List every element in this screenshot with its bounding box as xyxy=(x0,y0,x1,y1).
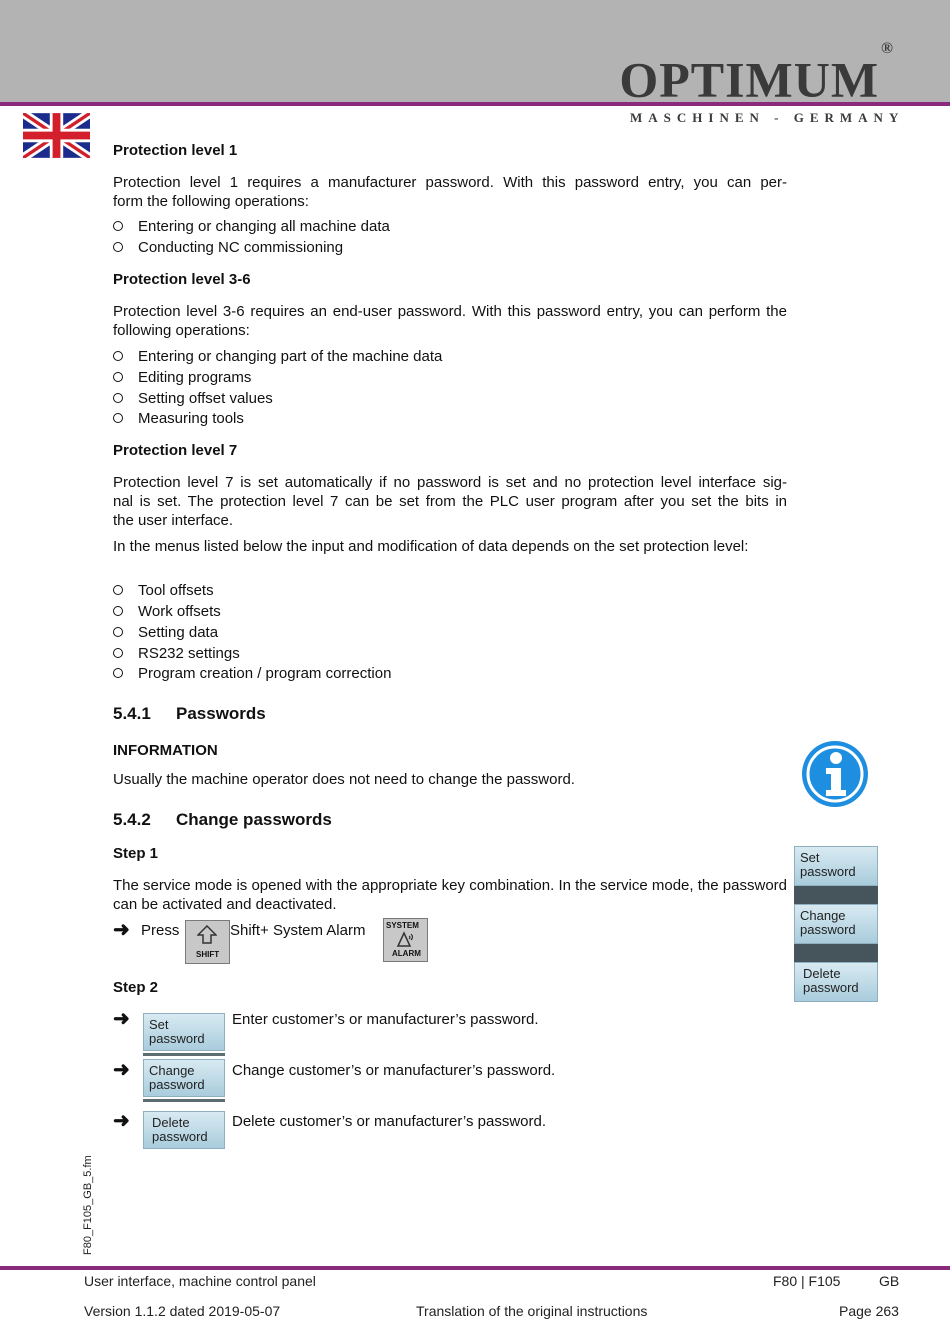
softkey-label: Set xyxy=(800,850,820,865)
set-password-text: Enter customer’s or manufacturer’s password. xyxy=(232,1011,539,1028)
level1-text-line2: form the following operations: xyxy=(113,193,309,210)
sidebar-delete-password-softkey[interactable] xyxy=(794,962,878,1002)
change-password-softkey[interactable] xyxy=(143,1059,225,1097)
level7-text-line2: nal is set. The protection level 7 can be set from the PLC user program after you set the bits in xyxy=(113,493,787,510)
heading-level7: Protection level 7 xyxy=(113,442,238,459)
shift-key-label: SHIFT xyxy=(196,950,220,959)
footer-page: Page 263 xyxy=(839,1303,899,1319)
delete-password-softkey[interactable] xyxy=(143,1111,225,1149)
delete-password-text: Delete customer’s or manufacturer’s password. xyxy=(232,1113,547,1130)
level36-text: Protection level 3-6 requires an end-user password. With this password entry, you can perform the following operations: xyxy=(113,303,787,339)
list-item: Entering or changing part of the machine data xyxy=(113,347,442,366)
arrow-right-icon: ➜ xyxy=(113,919,130,941)
section-542-number: 5.4.2 xyxy=(113,810,151,829)
footer-model: F80 | F105 xyxy=(773,1273,841,1289)
level7-text-line1: Protection level 7 is set automatically if no password is set and no protection level interface sig- xyxy=(113,474,787,491)
uk-flag-icon xyxy=(23,113,90,158)
footer-chapter: User interface, machine control panel xyxy=(84,1273,316,1289)
list-item: Setting offset values xyxy=(113,389,273,408)
shift-key-button[interactable] xyxy=(185,920,230,964)
footer-translation: Translation of the original instructions xyxy=(416,1303,648,1319)
shift-arrow-icon xyxy=(197,925,217,945)
softkey-label: password xyxy=(149,1031,205,1046)
set-password-softkey[interactable] xyxy=(143,1013,225,1051)
information-icon xyxy=(801,740,869,808)
softkey-label: password xyxy=(149,1077,205,1092)
file-name: F80_F105_GB_5.fm xyxy=(82,1155,94,1255)
softkey-label: password xyxy=(152,1129,208,1144)
softkey-label: password xyxy=(803,980,859,995)
footer-lang: GB xyxy=(879,1273,900,1289)
info-label: INFORMATION xyxy=(113,742,218,759)
softkey-label: password xyxy=(800,922,856,937)
heading-level1: Protection level 1 xyxy=(113,142,238,159)
brand-logo: OPTIMUM® xyxy=(619,40,894,108)
brand-subtitle: MASCHINEN - GERMANY xyxy=(630,110,905,125)
sidebar-set-password-softkey[interactable] xyxy=(794,846,878,886)
softkey-divider xyxy=(143,1099,225,1102)
alarm-key-label: ALARM xyxy=(392,949,421,958)
list-item: Setting data xyxy=(113,623,218,642)
level7-text2: In the menus listed below the input and modification of data depends on the set protection level: xyxy=(113,538,749,555)
heading-level36: Protection level 3-6 xyxy=(113,271,251,288)
arrow-right-icon: ➜ xyxy=(113,1008,130,1030)
sidebar-change-password-softkey[interactable] xyxy=(794,904,878,944)
softkey-label: Delete xyxy=(152,1115,190,1130)
list-item: Tool offsets xyxy=(113,581,214,600)
shift-system-text: Shift+ System Alarm xyxy=(230,922,366,939)
list-item: RS232 settings xyxy=(113,644,240,663)
softkey-label: Change xyxy=(149,1063,195,1078)
softkey-label: Delete xyxy=(803,966,841,981)
level7-text-line3: the user interface. xyxy=(113,512,234,529)
level1-text-line1: Protection level 1 requires a manufacturer password. With this password entry, you can per- xyxy=(113,174,787,191)
list-item: Entering or changing all machine data xyxy=(113,217,390,236)
list-item: Program creation / program correction xyxy=(113,664,391,683)
arrow-right-icon: ➜ xyxy=(113,1110,130,1132)
list-item: Work offsets xyxy=(113,602,221,621)
press-label: Press xyxy=(141,922,180,939)
change-password-text: Change customer’s or manufacturer’s password. xyxy=(232,1062,556,1079)
step1-label: Step 1 xyxy=(113,845,159,862)
softkey-label: Change xyxy=(800,908,846,923)
softkey-divider xyxy=(143,1053,225,1056)
arrow-right-icon: ➜ xyxy=(113,1059,130,1081)
system-alarm-key-button[interactable] xyxy=(383,918,428,962)
section-541-title: Passwords xyxy=(176,704,266,723)
info-text: Usually the machine operator does not need to change the password. xyxy=(113,771,575,788)
list-item: Conducting NC commissioning xyxy=(113,238,343,257)
footer-version: Version 1.1.2 dated 2019-05-07 xyxy=(84,1303,281,1319)
list-item: Editing programs xyxy=(113,368,251,387)
section-542-title: Change passwords xyxy=(176,810,332,829)
step1-text: The service mode is opened with the appropriate key combination. In the service mode, the password can be activated and deactivated. xyxy=(113,877,787,913)
softkey-label: password xyxy=(800,864,856,879)
softkey-label: Set xyxy=(149,1017,169,1032)
section-541-number: 5.4.1 xyxy=(113,704,151,723)
list-item: Measuring tools xyxy=(113,409,244,428)
system-key-label: SYSTEM xyxy=(386,921,419,930)
alarm-bell-icon xyxy=(392,930,416,948)
step2-label: Step 2 xyxy=(113,979,159,996)
footer-divider xyxy=(0,1266,950,1270)
